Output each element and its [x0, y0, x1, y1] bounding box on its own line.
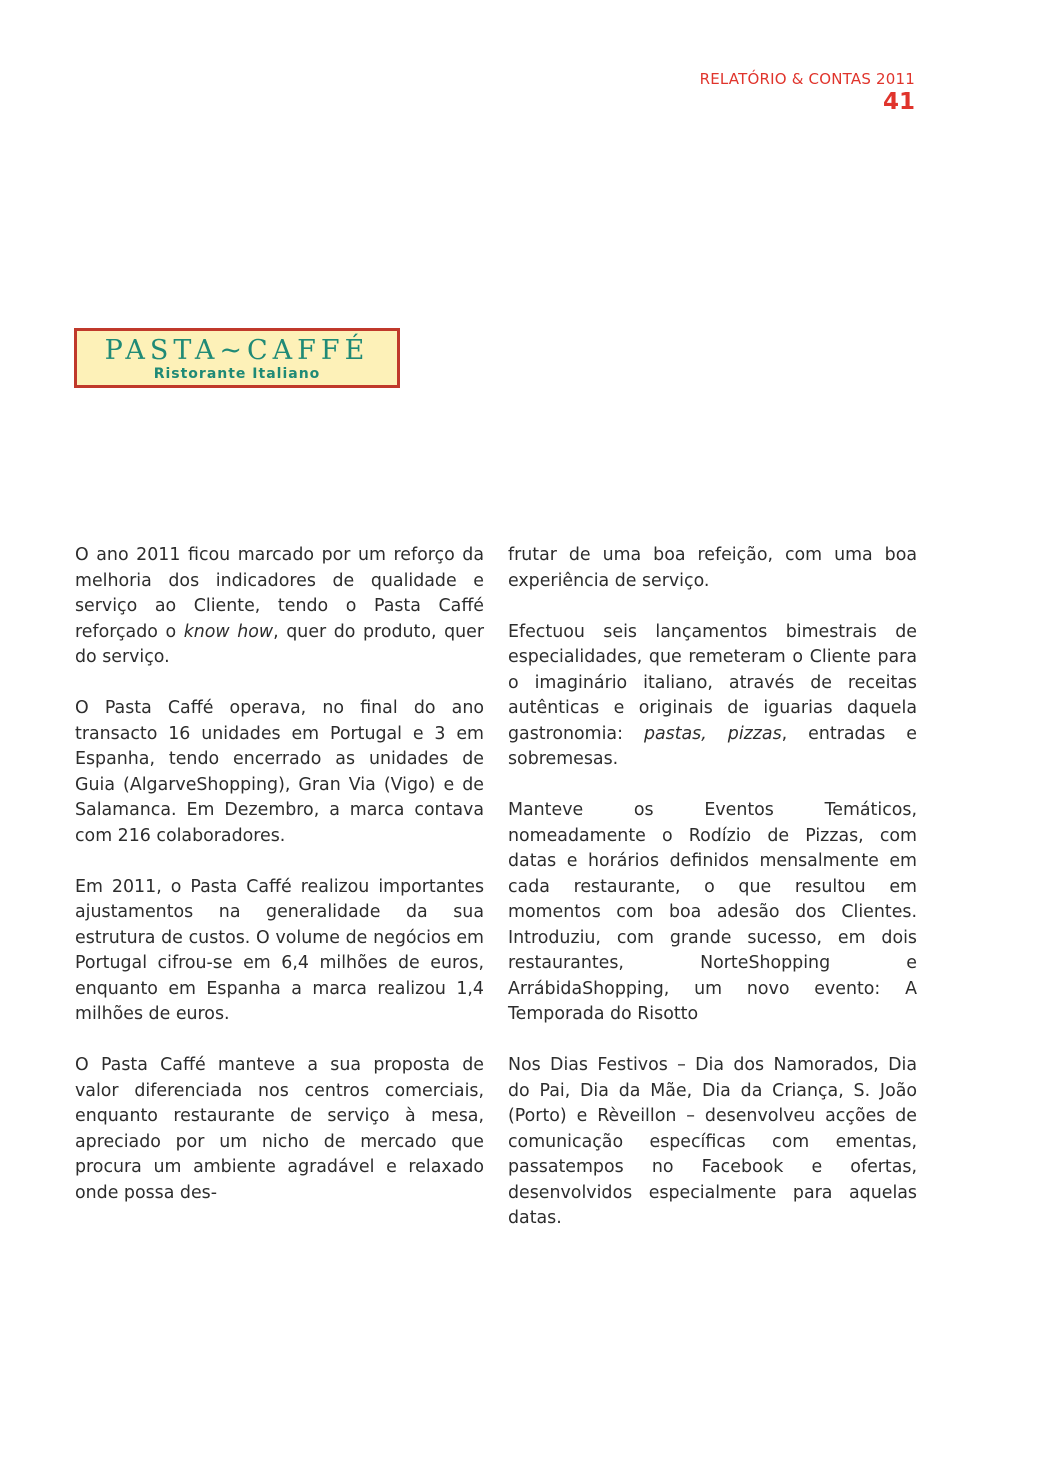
- pasta-caffe-logo: [74, 328, 400, 388]
- paragraph: frutar de uma boa refeição, com uma boa experiência de serviço.: [508, 545, 917, 591]
- left-column: [75, 543, 484, 1206]
- logo-subtitle: Ristorante Italiano: [153, 366, 321, 382]
- report-title: RELATÓRIO & CONTAS 2011: [699, 70, 915, 88]
- page-number: 41: [882, 89, 915, 115]
- right-column: [508, 543, 917, 1232]
- paragraph: O Pasta Caffé manteve a sua proposta de valor diferenciada nos centros comerciais, enquanto restaurante de serviço à mesa, apreciado por um nicho de mercado que procura um ambiente agradável e relaxado onde possa des-: [75, 1055, 484, 1203]
- logo-name: PASTA~CAFFÉ: [104, 335, 370, 366]
- paragraph: Manteve os Eventos Temáticos, nomeadamente o Rodízio de Pizzas, com datas e horários definidos mensalmente em cada restaurante, o que resultou em momentos com boa adesão dos Clientes. Introduziu, com grande sucesso, em dois restaurantes, NorteShopping e ArrábidaShopping, um novo evento: A Temporada do Risotto: [508, 800, 917, 1024]
- paragraph: Em 2011, o Pasta Caffé realizou importantes ajustamentos na generalidade da sua estrutura de custos. O volume de negócios em Portugal cifrou-se em 6,4 milhões de euros, enquanto em Espanha a marca realizou 1,4 milhões de euros.: [75, 876, 484, 1024]
- paragraph: O ano 2011 ficou marcado por um reforço da melhoria dos indicadores de qualidade e serviço ao Cliente, tendo o Pasta Caffé reforçado o know how, quer do produto, quer do serviço.: [75, 545, 484, 667]
- paragraph: O Pasta Caffé operava, no final do ano transacto 16 unidades em Portugal e 3 em Espanha, tendo encerrado as unidades de Guia (AlgarveShopping), Gran Via (Vigo) e de Salamanca. Em Dezembro, a marca contava com 216 colaboradores.: [75, 698, 484, 846]
- paragraph: Efectuou seis lançamentos bimestrais de especialidades, que remeteram o Cliente para o imaginário italiano, através de receitas autênticas e originais de iguarias daquela gastronomia: pastas, pizzas, entradas e sobremesas.: [508, 621, 917, 769]
- paragraph: Nos Dias Festivos – Dia dos Namorados, Dia do Pai, Dia da Mãe, Dia da Criança, S. João (Porto) e Rèveillon – desenvolveu acções de comunicação específicas com ementas, passatempos no Facebook e ofertas, desenvolvidos especialmente para aquelas datas.: [508, 1055, 917, 1228]
- page-header: [700, 70, 915, 116]
